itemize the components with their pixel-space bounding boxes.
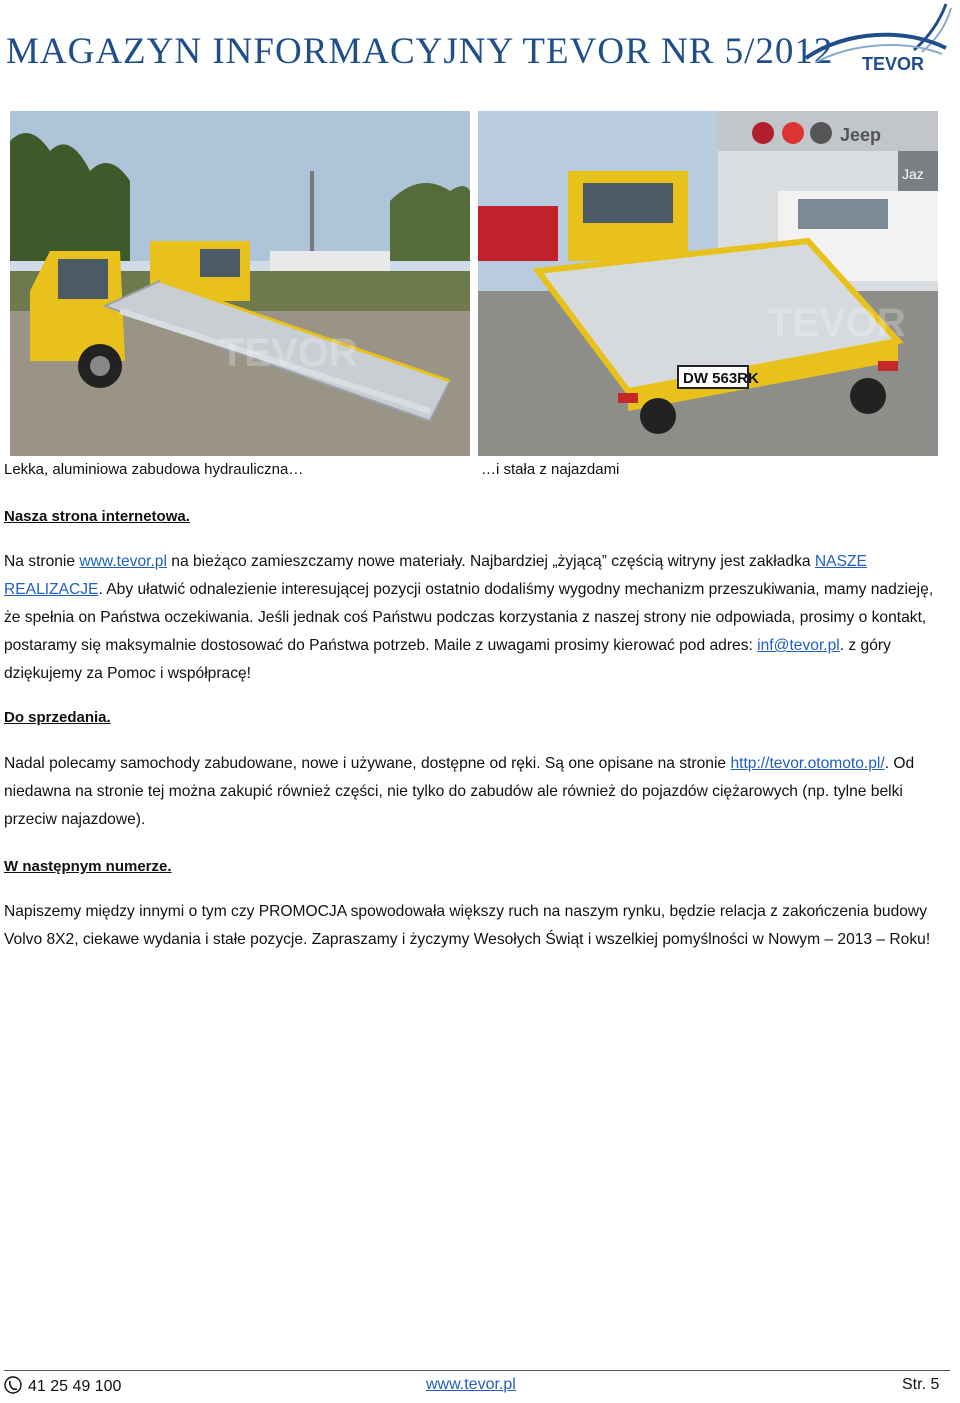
link-email[interactable]: inf@tevor.pl [757, 637, 840, 654]
page-title: MAGAZYN INFORMACYJNY TEVOR NR 5/2012 [6, 31, 834, 72]
footer-website-link[interactable]: www.tevor.pl [426, 1376, 516, 1393]
phone-icon [4, 1376, 22, 1394]
photo-caption-right: …i stała z najazdami [481, 461, 620, 478]
paragraph-website: Na stronie www.tevor.pl na bieżąco zamieszczamy nowe materiały. Najbardziej „żyjącą” częścią witryny jest zakładka NASZE REALIZACJE. Aby ułatwić odnalezienie interesującej pozycji ostatnio dodaliśmy wygodny mechanizm przeszukiwania, mamy nadzieję, że spełnia on Państwa oczekiwania. Jeśli jednak coś Państwu podczas korzystania z naszej strony nie odpowiada, prosimy o kontakt, postaramy się maksymalnie dostosować do Państwa potrzeb. Maile z uwagami prosimy kierować pod adres: inf@tevor.pl. z góry dziękujemy za Pomoc i współpracę! [4, 553, 934, 682]
footer-divider [4, 1370, 950, 1371]
svg-text:TEVOR: TEVOR [220, 331, 358, 375]
paragraph-sale: Nadal polecamy samochody zabudowane, nowe i używane, dostępne od ręki. Są one opisane na stronie http://tevor.otomoto.pl/. Od niedawna na stronie tej można zakupić również części, nie tylko do zabudów ale również do pojazdów ciężarowych (np. tylne belki przeciw najazdowe). [4, 755, 915, 828]
heading-website: Nasza strona internetowa. [4, 508, 190, 525]
photo-caption-left: Lekka, aluminiowa zabudowa hydrauliczna… [4, 461, 304, 478]
tevor-logo-icon [796, 0, 956, 75]
svg-text:Jaz: Jaz [902, 166, 924, 182]
heading-next-issue: W następnym numerze. [4, 858, 172, 875]
paragraph-next-issue: Napiszemy między innymi o tym czy PROMOCJA spowodowała większy ruch na naszym rynku, będzie relacja z zakończenia budowy Volvo 8X2, ciekawe wydania i stałe pozycje. Zapraszamy i życzymy Wesołych Świąt i wszelkiej pomyślności w Nowym – 2013 – Roku! [4, 903, 931, 948]
svg-text:TEVOR: TEVOR [768, 301, 906, 345]
svg-text:DW 563RK: DW 563RK [683, 370, 759, 387]
truck-photo-fixed [478, 111, 938, 456]
footer-phone: 41 25 49 100 [4, 1376, 121, 1396]
truck-photo-hydraulic [10, 111, 470, 456]
page-number: Str. 5 [902, 1376, 940, 1393]
link-otomoto[interactable]: http://tevor.otomoto.pl/ [730, 755, 885, 772]
heading-sale: Do sprzedania. [4, 709, 111, 726]
svg-text:TEVOR: TEVOR [862, 54, 925, 74]
link-nasze-realizacje[interactable]: NASZE REALIZACJE [4, 553, 867, 598]
svg-text:Jeep: Jeep [840, 125, 882, 145]
link-tevor-website[interactable]: www.tevor.pl [79, 553, 167, 570]
